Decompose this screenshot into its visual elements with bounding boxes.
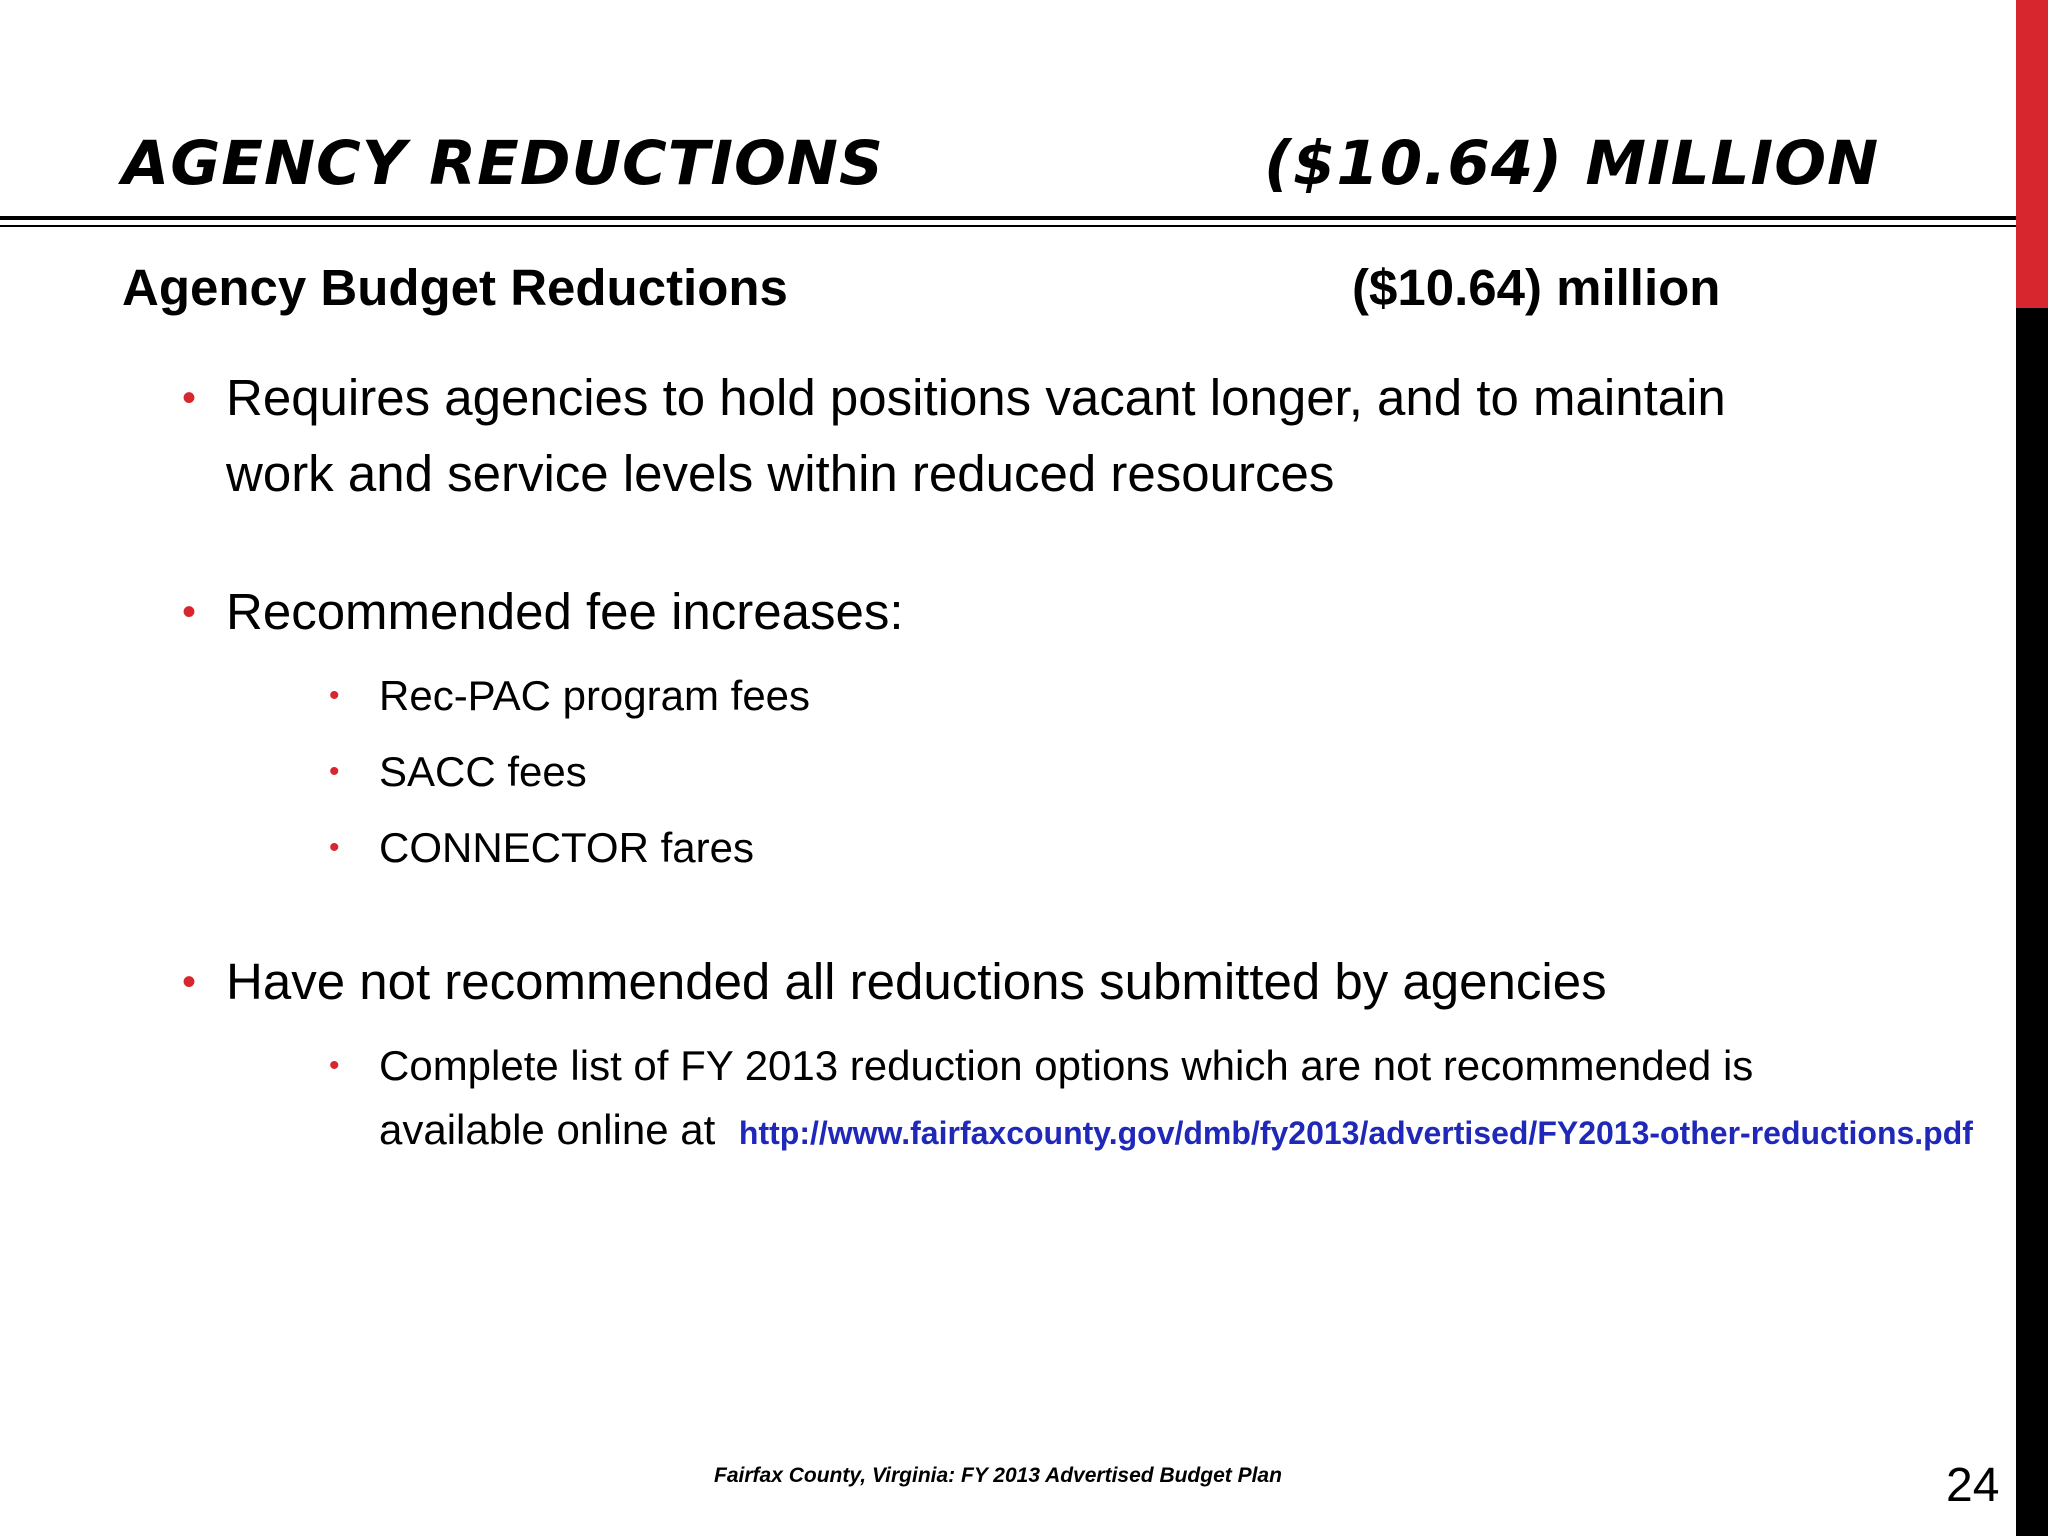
- sub-bullet-dot: •: [329, 831, 340, 864]
- sub-bullet-line-2-prefix: available online at: [379, 1106, 716, 1153]
- bullet-dot: •: [182, 376, 197, 420]
- bullet-3: [182, 944, 1607, 1020]
- footer: [0, 1462, 2016, 1490]
- sub-bullet-text: SACC fees: [379, 748, 587, 795]
- section-amount: ($10.64) million: [1352, 259, 1721, 316]
- bullet-dot: •: [182, 960, 197, 1004]
- sub-bullet-text: CONNECTOR fares: [379, 824, 754, 871]
- footer-text: Fairfax County, Virginia: FY 2013 Advertised Budget Plan: [714, 1464, 1282, 1487]
- page-number: 24: [1946, 1459, 2000, 1512]
- sub-bullet-dot: •: [329, 679, 340, 712]
- sub-bullet-dot: •: [329, 755, 340, 788]
- sub-bullet-dot: •: [329, 1049, 340, 1082]
- slide-title-amount: ($10.64) MILLION: [1264, 128, 1880, 199]
- bullet-dot: •: [182, 590, 197, 634]
- bullet-2-text: Recommended fee increases:: [226, 583, 904, 640]
- sub-bullet-text: Rec-PAC program fees: [379, 672, 811, 719]
- bullet-1: [182, 360, 1726, 436]
- section-label: Agency Budget Reductions: [122, 259, 788, 316]
- reduction-options-link[interactable]: http://www.fairfaxcounty.gov/dmb/fy2013/advertised/FY2013-other-reductions.pdf: [738, 1115, 1973, 1151]
- slide-title: AGENCY REDUCTIONS: [122, 128, 884, 199]
- header-divider-thick: [0, 216, 2016, 220]
- side-accent-bar-red: [2016, 0, 2048, 308]
- bullet-3-text: Have not recommended all reductions submitted by agencies: [226, 953, 1607, 1010]
- sub-bullet-rec-pac: [329, 664, 811, 728]
- bullet-2: [182, 574, 904, 650]
- bullet-1-line-2: work and service levels within reduced resources: [226, 445, 1335, 502]
- sub-bullet-connector: [329, 816, 754, 880]
- sub-bullet-reduction-list: [329, 1034, 1754, 1098]
- sub-bullet-line-1: Complete list of FY 2013 reduction options which are not recommended is: [379, 1042, 1754, 1089]
- bullet-1-line-1: Requires agencies to hold positions vacant longer, and to maintain: [226, 369, 1726, 426]
- sub-bullet-sacc: [329, 740, 587, 804]
- side-accent-bar-black: [2016, 308, 2048, 1536]
- header-divider-thin: [0, 225, 2016, 227]
- bullet-1-continuation: [226, 436, 1334, 512]
- sub-bullet-reduction-list-continuation: [379, 1098, 1973, 1165]
